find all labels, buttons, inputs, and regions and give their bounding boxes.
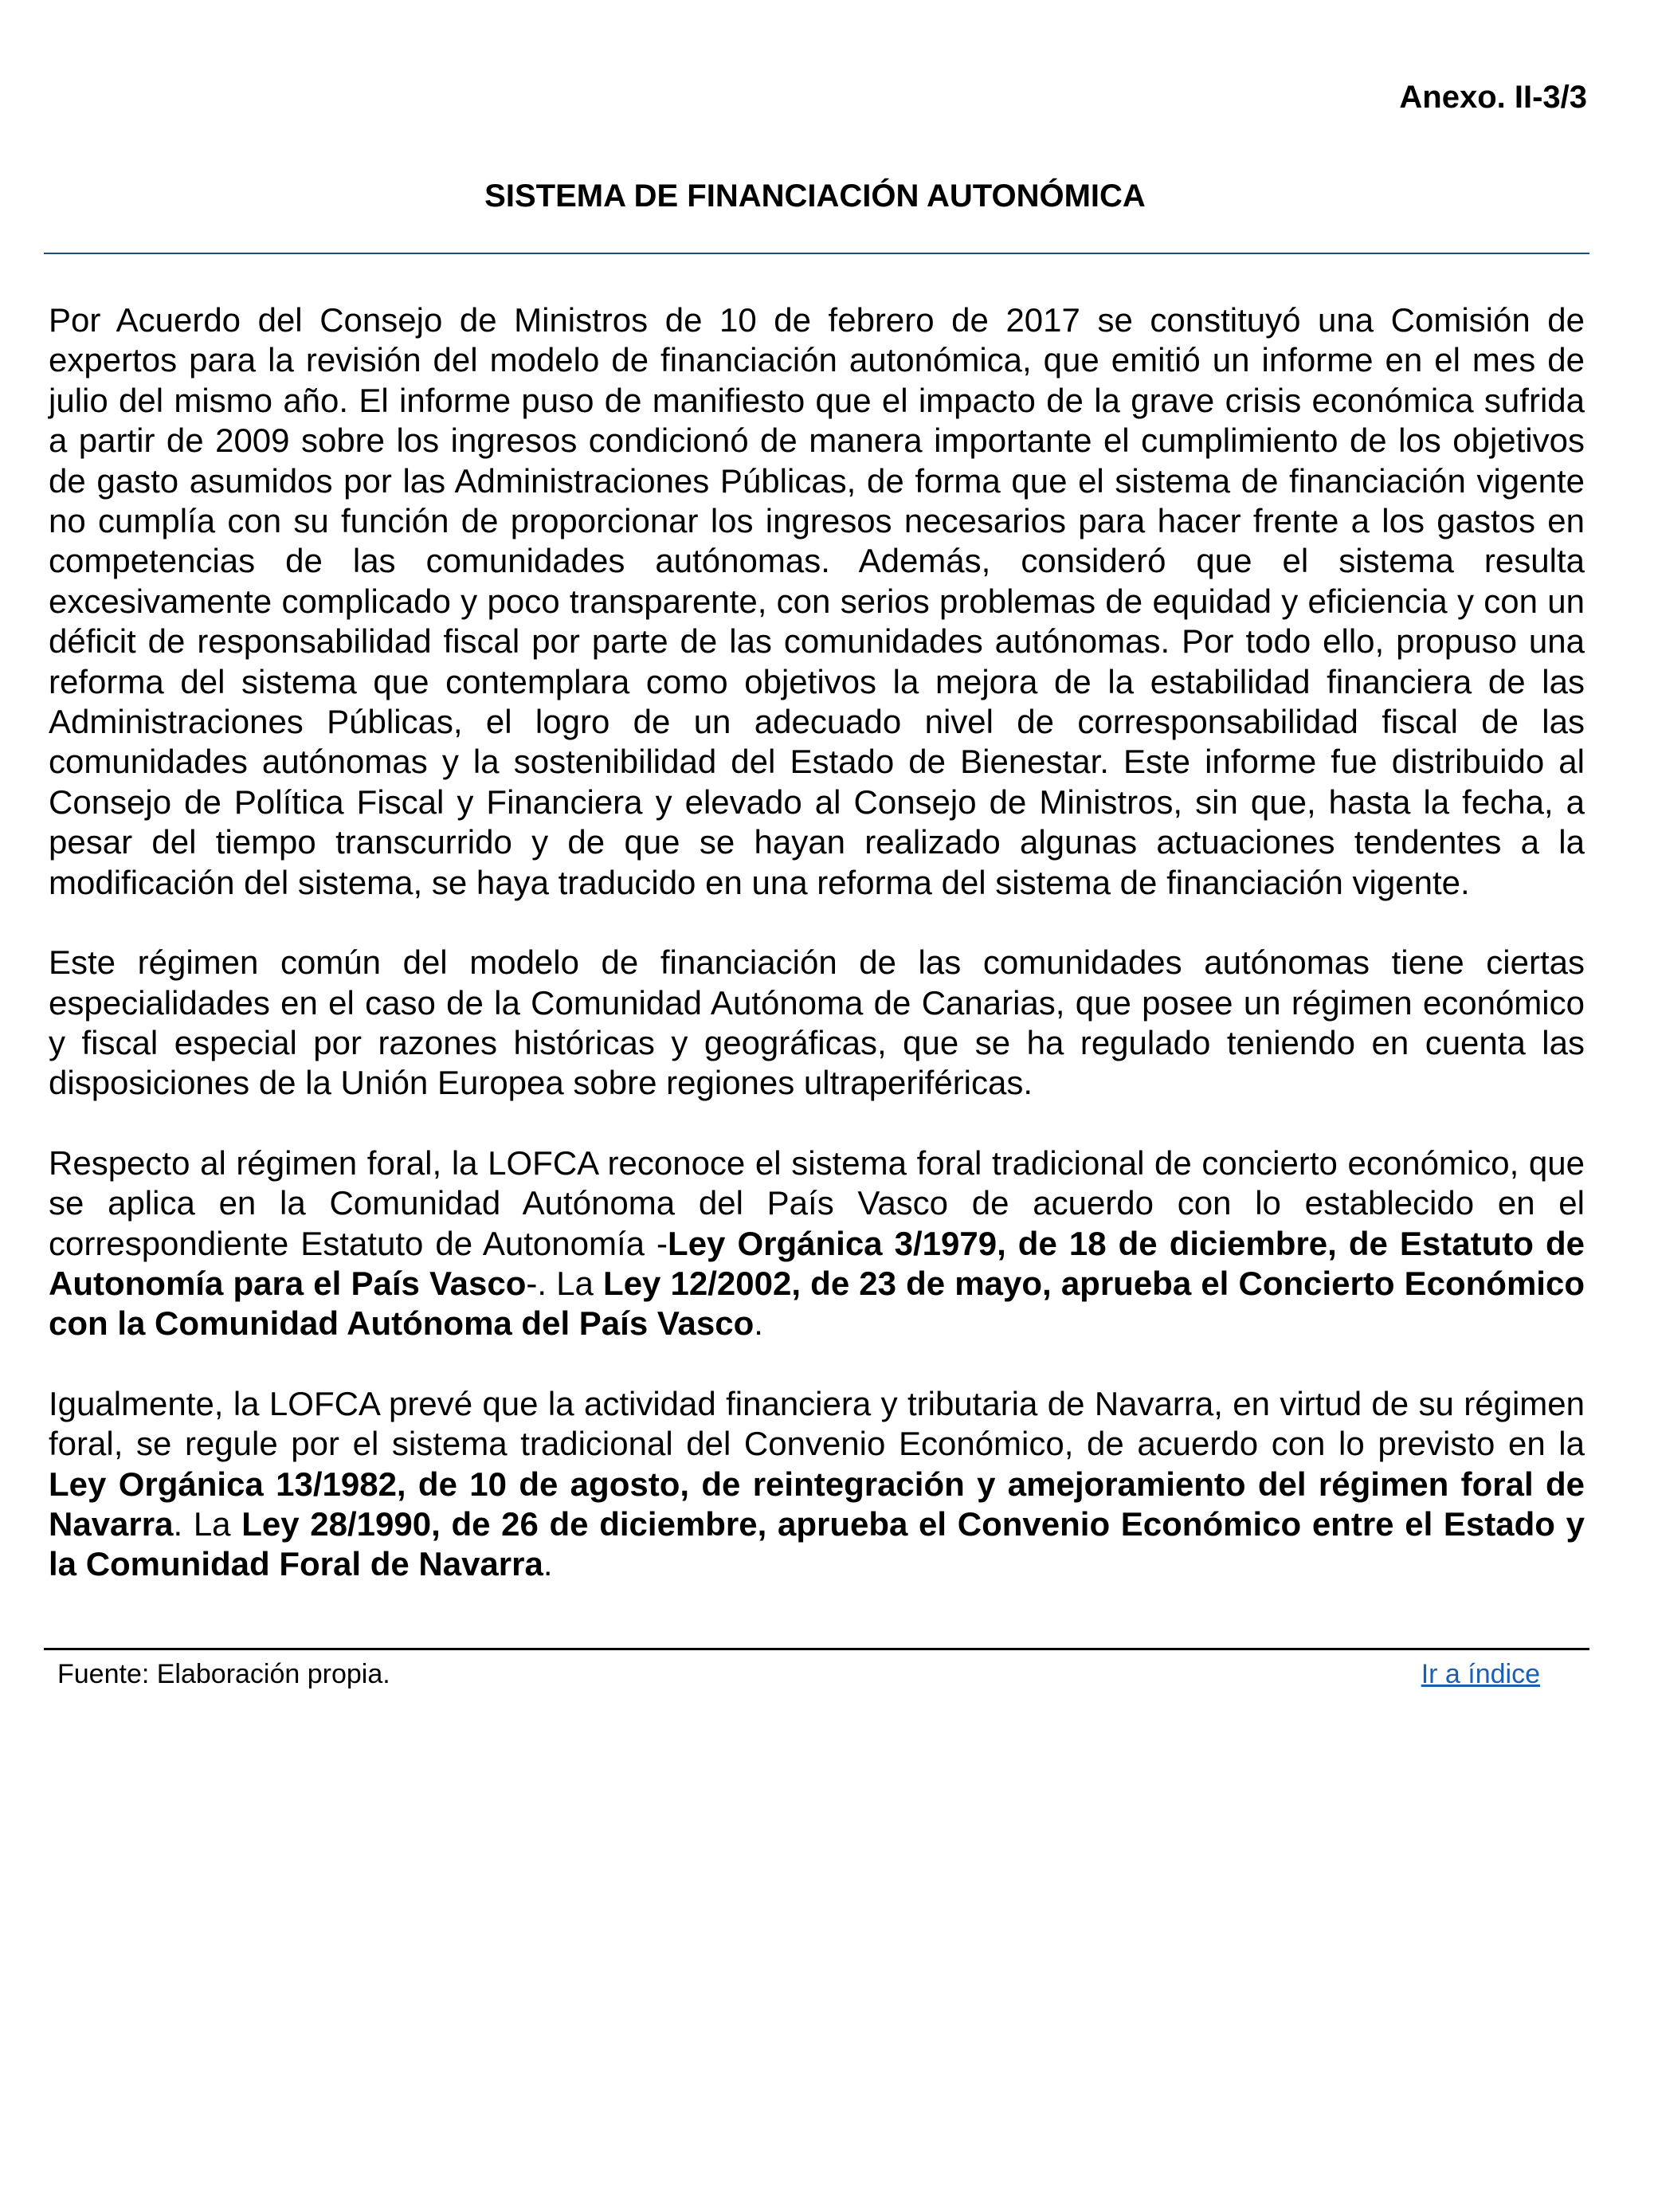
title-divider: [44, 253, 1589, 254]
paragraph-text: -. La: [526, 1264, 604, 1302]
source-note: Fuente: Elaboración propia.: [57, 1659, 390, 1689]
paragraph-pais-vasco: [49, 1143, 1585, 1344]
paragraph-commission: Por Acuerdo del Consejo de Ministros de 10 de febrero de 2017 se constituyó una Comisión de expertos para la revisión del modelo de financiación autonómica, que emitió un informe en el mes de julio del mismo año. El informe puso de manifiesto que el impacto de la grave crisis económica sufrida a partir de 2009 sobre los ingresos condicionó de manera importante el cumplimiento de los objetivos de gasto asumidos por las Administraciones Públicas, de forma que el sistema de financiación vigente no cumplía con su función de proporcionar los ingresos necesarios para hacer frente a los gastos en competencias de las comunidades autónomas. Además, consideró que el sistema resulta excesivamente complicado y poco transparente, con serios problemas de equidad y eficiencia y con un déficit de responsabilidad fiscal por parte de las comunidades autónomas. Por todo ello, propuso una reforma del sistema que contemplara como objetivos la mejora de la estabilidad financiera de las Administraciones Públicas, el logro de un adecuado nivel de corresponsabilidad fiscal de las comunidades autónomas y la sostenibilidad del Estado de Bienestar. Este informe fue distribuido al Consejo de Política Fiscal y Financiera y elevado al Consejo de Ministros, sin que, hasta la fecha, a pesar del tiempo transcurrido y de que se hayan realizado algunas actuaciones tendentes a la modificación del sistema, se haya traducido en una reforma del sistema de financiación vigente.: [49, 301, 1585, 901]
footer-divider: [44, 1648, 1589, 1650]
law-reference: Ley 28/1990, de 26 de diciembre, aprueba el Convenio Económico entre el Estado y la Comunidad Foral de Navarra: [49, 1504, 1585, 1583]
paragraph-text: Respecto al régimen foral, la LOFCA reconoce el sistema foral tradicional de concierto económico, que se aplica en la Comunidad Autónoma del País Vasco de acuerdo con lo establecido en el correspondiente Estatuto de Autonomía -: [49, 1143, 1585, 1262]
go-to-index-link[interactable]: Ir a índice: [1421, 1659, 1540, 1689]
annex-label: Anexo. II-3/3: [1399, 80, 1587, 115]
law-reference: Ley Orgánica 13/1982, de 10 de agosto, de reintegración y amejoramiento del régimen foral de Navarra: [49, 1465, 1585, 1543]
paragraph-text: Igualmente, la LOFCA prevé que la actividad financiera y tributaria de Navarra, en virtud de su régimen foral, se regule por el sistema tradicional del Convenio Económico, de acuerdo con lo previsto en la: [49, 1384, 1585, 1463]
paragraph-canarias: Este régimen común del modelo de financiación de las comunidades autónomas tiene ciertas especialidades en el caso de la Comunidad Autónoma de Canarias, que posee un régimen económico y fiscal especial por razones históricas y geográficas, que se ha regulado teniendo en cuenta las disposiciones de la Unión Europea sobre regiones ultraperiféricas.: [49, 943, 1585, 1102]
paragraph-text: . La: [173, 1504, 242, 1543]
law-reference: Ley 12/2002, de 23 de mayo, aprueba el Concierto Económico con la Comunidad Autónoma del País Vasco: [49, 1264, 1585, 1343]
page-title: SISTEMA DE FINANCIACIÓN AUTONÓMICA: [484, 178, 1146, 214]
law-reference: Ley Orgánica 3/1979, de 18 de diciembre, de Estatuto de Autonomía para el País Vasco: [49, 1224, 1585, 1302]
paragraph-text: .: [754, 1304, 763, 1343]
paragraph-text: .: [543, 1545, 553, 1583]
paragraph-navarra: [49, 1384, 1585, 1585]
document-body: [49, 300, 1585, 1625]
